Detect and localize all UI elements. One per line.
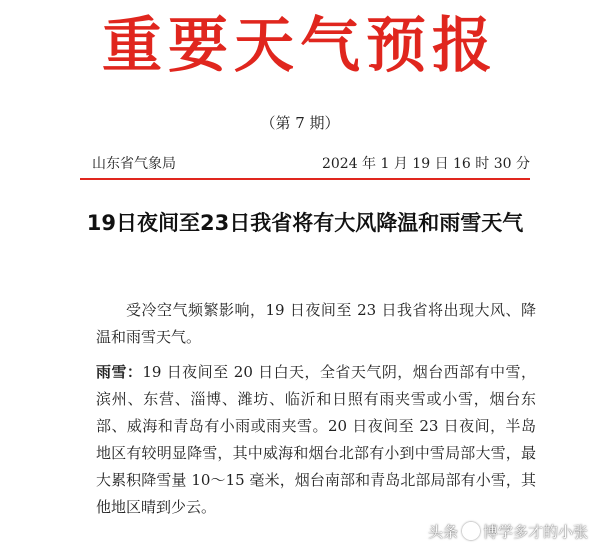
watermark-platform: 头条 xyxy=(427,522,458,541)
issued-datetime: 2024 年 1 月 19 日 16 时 30 分 xyxy=(321,156,530,172)
issue-number: （第 7 期） xyxy=(260,114,340,132)
issuer-name: 山东省气象局 xyxy=(92,156,176,172)
issuer-row xyxy=(90,154,530,174)
bulletin-banner-title: 重要天气预报 xyxy=(102,11,498,81)
bulletin-headline: 19日夜间至23日我省将有大风降温和雨雪天气 xyxy=(86,211,524,235)
red-divider-line xyxy=(80,178,530,180)
watermark-author: 博学多才的小张 xyxy=(482,522,588,541)
at-sign-icon xyxy=(462,522,480,540)
intro-paragraph: 受冷空气频繁影响，19 日夜间至 23 日我省将出现大风、降温和雨雪天气。 xyxy=(96,301,536,346)
rain-snow-lead: 雨雪： xyxy=(96,363,143,381)
rain-snow-paragraph xyxy=(96,359,536,521)
rain-snow-body: 19 日夜间至 20 日白天，全省天气阴，烟台西部有中雪，滨州、东营、淄博、潍坊、临沂和日照有雨夹雪或小雪，烟台东部、威海和青岛有小雨或雨夹雪。20 日夜间至 23 日夜间，半岛地区有较明显降雪，其中威海和烟台北部有小到中雪局部大雪，最大累积降雪量 10～15 毫米，烟台南部和青岛北部局部有小雪，其他地区晴到少云。 xyxy=(96,363,536,516)
toutiao-watermark xyxy=(428,518,588,544)
